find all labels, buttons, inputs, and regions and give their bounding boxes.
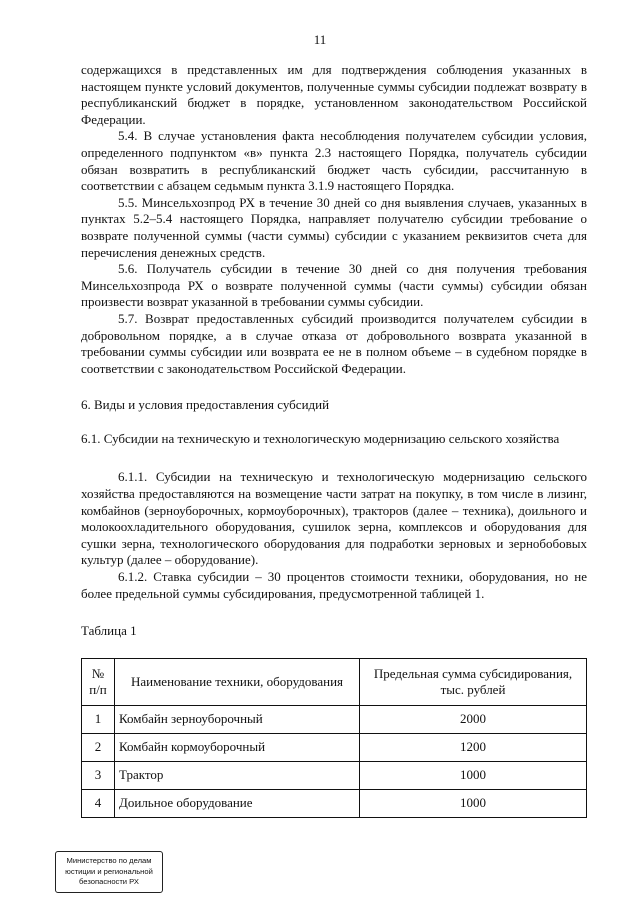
row-sum: 1000 (360, 761, 587, 789)
header-sum: Предельная сумма субсидирования, тыс. рублей (360, 658, 587, 705)
subsection-6-1-heading: 6.1. Субсидии на техническую и технологическую модернизацию сельского хозяйства (81, 430, 560, 446)
table-row (82, 761, 587, 789)
paragraph-continuation: содержащихся в представленных им для подтверждения соблюдения указанных в настоящем пункте условий документов, полученные суммы субсидии подлежат возврату в республиканский бюджет в порядке, установленном законодательством Российской Федерации. (81, 62, 587, 127)
table-row (82, 789, 587, 817)
row-name: Комбайн зерноуборочный (115, 705, 360, 733)
stamp-line: юстиции и региональной (65, 866, 153, 876)
row-name: Комбайн кормоуборочный (115, 733, 360, 761)
paragraph-5-6: 5.6. Получатель субсидии в течение 30 дней со дня получения требования Минсельхозпрода РХ о возврате полученной суммы (части суммы) субсидии обязан произвести возврат указанной в требовании суммы субсидии. (81, 261, 587, 310)
row-name: Доильное оборудование (115, 789, 360, 817)
row-sum: 1200 (360, 733, 587, 761)
stamp-line: Министерство по делам (66, 856, 152, 865)
row-name: Трактор (115, 761, 360, 789)
page-number: 11 (313, 32, 327, 47)
table-caption: Таблица 1 (81, 623, 137, 639)
registration-stamp (55, 851, 163, 893)
row-sum: 1000 (360, 789, 587, 817)
row-num: 1 (82, 705, 115, 733)
paragraph-6-1-1: 6.1.1. Субсидии на техническую и технологическую модернизацию сельского хозяйства предоставляются на возмещение части затрат на покупку, в том числе в лизинг, комбайнов (зерноуборочных, кормоуборочных), тракторов (далее – техника), доильного и молокоохладительного оборудования, сушилок зерна, комплексов и оборудования для сушки зерна, технологического оборудования для подработки зерновых и зернобобовых культур (далее – оборудование). (81, 469, 587, 568)
paragraph-5-5: 5.5. Минсельхозпрод РХ в течение 30 дней со дня выявления случаев, указанных в пунктах 5.2–5.4 настоящего Порядка, направляет получателю субсидии требование о возврате полученной суммы (части суммы) субсидии с указанием реквизитов счета для перечисления денежных средств. (81, 194, 587, 260)
row-sum: 2000 (360, 705, 587, 733)
table-row (82, 733, 587, 761)
row-num: 4 (82, 789, 115, 817)
paragraph-5-7: 5.7. Возврат предоставленных субсидий производится получателем субсидии в добровольном порядке, а в случае отказа от добровольного возврата указанной в требовании суммы субсидии или возврата ее не в полном объеме – в судебном порядке в соответствии с законодательством Российской Федерации. (81, 310, 587, 376)
row-num: 3 (82, 761, 115, 789)
header-num: № п/п (82, 658, 115, 705)
subsidy-limits-table (81, 658, 587, 818)
section-6-heading: 6. Виды и условия предоставления субсидий (81, 397, 330, 413)
header-name: Наименование техники, оборудования (115, 658, 360, 705)
row-num: 2 (82, 733, 115, 761)
table-row (82, 705, 587, 733)
stamp-line: безопасности РХ (79, 877, 139, 886)
table-header-row (82, 658, 587, 705)
paragraph-5-4: 5.4. В случае установления факта несоблюдения получателем субсидии условия, определенного подпунктом «в» пункта 2.3 настоящего Порядка, получатель субсидии обязан возвратить в республиканский бюджет часть субсидии, рассчитанную в соответствии с абзацем седьмым пункта 3.1.9 настоящего Порядка. (81, 128, 587, 194)
paragraph-6-1-2: 6.1.2. Ставка субсидии – 30 процентов стоимости техники, оборудования, но не более предельной суммы субсидирования, предусмотренной таблицей 1. (81, 569, 587, 601)
document-body (81, 62, 587, 818)
